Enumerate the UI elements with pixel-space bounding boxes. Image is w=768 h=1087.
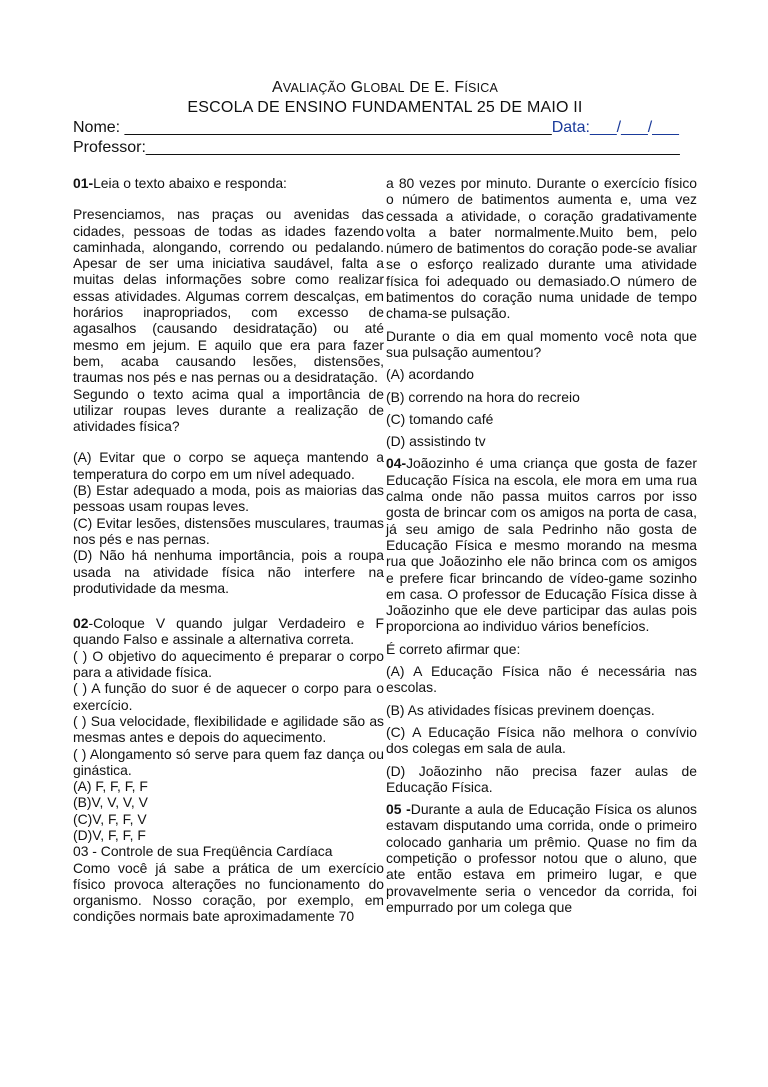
q02-item-3: ( ) Sua velocidade, flexibilidade e agilidade são as mesmas antes e depois do aquecimento. xyxy=(73,712,384,746)
exam-title: AVALIAÇÃO GLOBAL DE E. FÍSICA xyxy=(271,79,499,96)
q03-option-d: (D) assistindo tv xyxy=(386,433,486,450)
q04-option-b: (B) As atividades físicas previnem doenças. xyxy=(386,701,655,718)
q01-prompt: 01-Leia o texto abaixo e responda: xyxy=(73,175,287,191)
left-column xyxy=(73,175,384,925)
name-blank: ________________________________________________ xyxy=(124,119,552,136)
right-column xyxy=(386,175,697,925)
q01-option-c: (C) Evitar lesões, distensões musculares, traumas nos pés e nas pernas. xyxy=(73,514,384,547)
exam-body xyxy=(73,175,697,925)
date-blank: ___/___/___ xyxy=(589,119,679,136)
q01-option-d: (D) Não há nenhuma importância, pois a roupa usada na atividade física não interfere na produtividade da mesma. xyxy=(73,547,384,596)
q01-option-b: (B) Estar adequado a moda, pois as maiorias das pessoas usam roupas leves. xyxy=(73,482,384,515)
q03-option-b: (B) correndo na hora do recreio xyxy=(386,388,580,405)
q02-option-d: (D)V, F, F, F xyxy=(73,826,146,843)
q03-text: Como você já sabe a prática de um exercício físico provoca alterações no funcionamento do organismo. Nosso coração, por exemplo, em condições normais bate aproximadamente 70 xyxy=(73,859,384,925)
exam-header xyxy=(73,78,697,158)
name-label: Nome: xyxy=(73,119,125,136)
school-name: ESCOLA DE ENSINO FUNDAMENTAL 25 DE MAIO II xyxy=(187,99,583,116)
q04-text: 04-Joãozinho é uma criança que gosta de fazer Educação Física na escola, ele mora em uma rua calma onde não passa muitos carros por isso gosta de brincar com os amigos na porta de casa, já seu amigo de sala Pedrinho não gosta de Educação Física e mesmo morando na mesma rua que Joãozinho ele não brinca com os amigos e prefere ficar brincando de vídeo-game sozinho em casa. O professor de Educação Física disse à Joãozinho que ele deve participar das aulas pois proporciona ao individuo vários benefícios. xyxy=(386,455,697,635)
q04-question: É correto afirmar que: xyxy=(386,640,521,657)
q03-question: Durante o dia em qual momento você nota que sua pulsação aumentou? xyxy=(386,327,697,360)
teacher-blank: ____________________________________________________________ xyxy=(145,139,680,156)
q01-text: Presenciamos, nas praças ou avenidas das cidades, pessoas de todas as idades fazendo caminhada, alongando, correndo ou pedalando. Apesar de ser uma iniciativa saudável, falta a muitas delas informações sobre como realizar essas atividades. Algumas correm descalças, em horários inapropriados, com excesso de agasalhos (causando desidratação) ou até mesmo em jejum. E aquilo que era para fazer bem, acaba causando lesões, distensões, traumas nos pés e nas pernas ou a desidratação. xyxy=(73,206,384,386)
q03-continuation: a 80 vezes por minuto. Durante o exercício físico o número de batimentos aumenta e, uma vez cessada a atividade, o coração gradativamente volta a bater normalmente.Muito bem, pelo número de batimentos do coração pode-se avaliar se o esforço realizado durante uma atividade física foi adequado ou demasiado.O número de batimentos do coração numa unidade de tempo chama-se pulsação. xyxy=(386,175,697,322)
q02-item-1: ( ) O objetivo do aquecimento é preparar o corpo para a atividade física. xyxy=(73,647,384,681)
q02-option-b: (B)V, V, V, V xyxy=(73,794,148,811)
q01-option-a: (A) Evitar que o corpo se aqueça mantendo a temperatura do corpo em um nível adequado. xyxy=(73,449,384,482)
q02-prompt: 02-Coloque V quando julgar Verdadeiro e F quando Falso e assinale a alternativa correta. xyxy=(73,615,384,648)
q03-option-a: (A) acordando xyxy=(386,366,475,383)
q04-option-c: (C) A Educação Física não melhora o convívio dos colegas em sala de aula. xyxy=(386,723,697,757)
date-label: Data: xyxy=(551,119,590,136)
q03-option-c: (C) tomando café xyxy=(386,410,494,427)
q02-option-c: (C)V, F, F, V xyxy=(73,810,147,827)
q02-item-4: ( ) Alongamento só serve para quem faz dança ou ginástica. xyxy=(73,745,384,778)
teacher-label: Professor: xyxy=(73,139,146,156)
q04-option-a: (A) A Educação Física não é necessária nas escolas. xyxy=(386,663,697,696)
q01-question: Segundo o texto acima qual a importância de utilizar roupas leves durante a realização de atividades física? xyxy=(73,385,384,435)
name-date-line xyxy=(73,118,697,138)
q02-item-2: ( ) A função do suor é de aquecer o corpo para o exercício. xyxy=(73,680,384,713)
q05-text: 05 -Durante a aula de Educação Física os alunos estavam disputando uma corrida, onde o primeiro colocado ganharia um prêmio. Quase no fim da competição o professor notou que o aluno, que ate então estava em primeiro lugar, e que provavelmente seria o vencedor da corrida, foi empurrado por um colega que xyxy=(386,801,697,915)
q04-option-d: (D) Joãozinho não precisa fazer aulas de Educação Física. xyxy=(386,762,697,795)
q03-title: 03 - Controle de sua Freqüência Cardíaca xyxy=(73,843,333,860)
teacher-line xyxy=(73,138,697,158)
q02-option-a: (A) F, F, F, F xyxy=(73,778,148,795)
